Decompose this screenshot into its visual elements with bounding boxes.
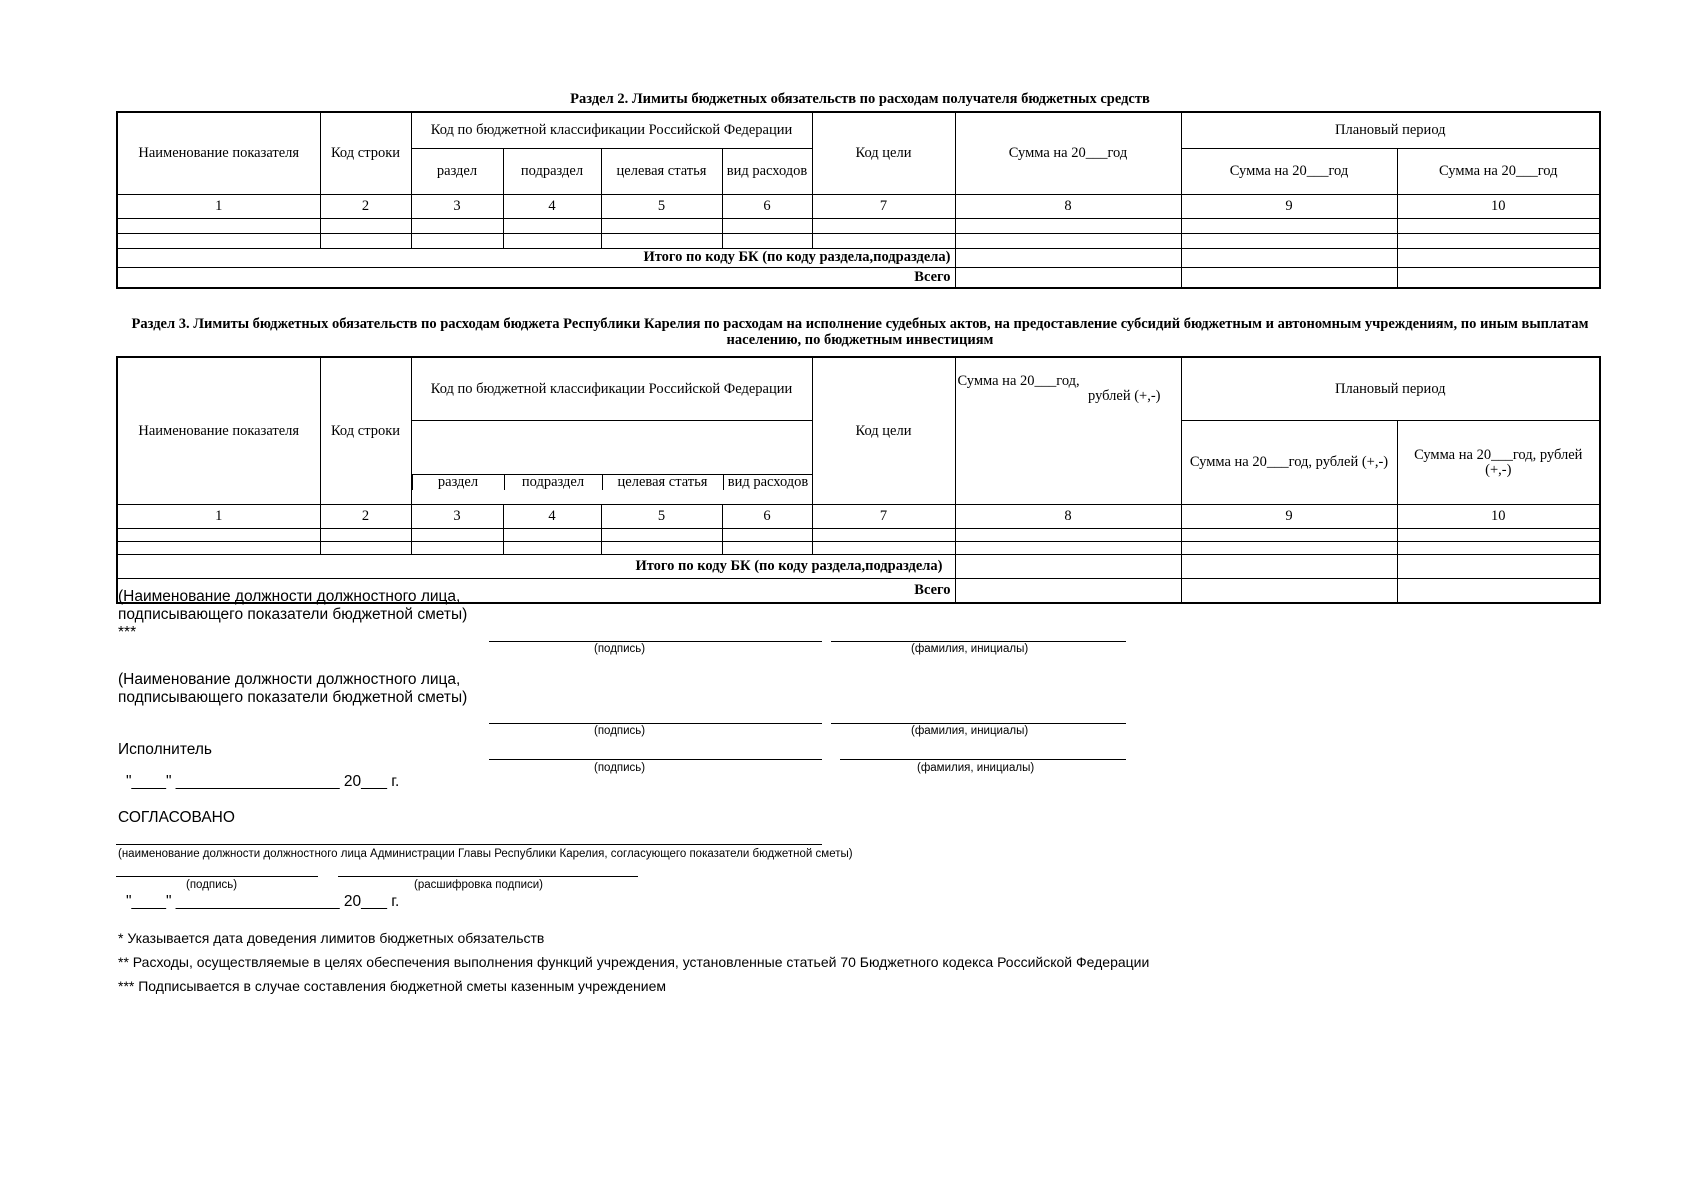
section2-table xyxy=(116,111,1601,289)
header-row-code: Код строки xyxy=(320,112,411,194)
footnote-2: ** Расходы, осуществляемые в целях обеспечения выполнения функций учреждения, установленные статьей 70 Бюджетного кодекса Российской Федерации xyxy=(118,954,1150,970)
header-sum3: Сумма на 20___год xyxy=(1397,148,1600,194)
col-num: 6 xyxy=(722,505,812,529)
podpis-caption: (подпись) xyxy=(594,725,646,737)
podpis-caption: (подпись) xyxy=(594,762,646,774)
name-line xyxy=(831,641,1126,642)
header-celevaya: целевая статья xyxy=(602,474,723,490)
col-num: 8 xyxy=(955,505,1181,529)
total-bk-row xyxy=(117,555,1600,579)
col-num: 3 xyxy=(411,505,503,529)
fio-caption: (фамилия, инициалы) xyxy=(917,762,1035,774)
header-sum3: Сумма на 20___год, рублей (+,-) xyxy=(1397,421,1600,505)
bk-subheader xyxy=(412,435,813,490)
footnote-3: *** Подписывается в случае составления бюджетной сметы казенным учреждением xyxy=(118,978,667,994)
col-num: 7 xyxy=(812,194,955,218)
col-num: 5 xyxy=(601,194,722,218)
agreed-caption: (наименование должности должностного лица Администрации Главы Республики Карелия, согласующего показатели бюджетной сметы) xyxy=(118,848,853,860)
name-line xyxy=(831,723,1126,724)
executor-label: Исполнитель xyxy=(118,741,212,758)
col-num: 5 xyxy=(601,505,722,529)
signature-line xyxy=(489,641,822,642)
header-podrazdel: подраздел xyxy=(504,474,602,490)
header-sum2: Сумма на 20___год xyxy=(1181,148,1397,194)
rasshifrovka-line xyxy=(338,876,638,877)
header-row-code: Код строки xyxy=(320,357,411,505)
numbers-row xyxy=(117,505,1600,529)
header-name: Наименование показателя xyxy=(117,112,320,194)
col-num: 2 xyxy=(320,505,411,529)
agreed-label: СОГЛАСОВАНО xyxy=(118,809,235,826)
signature-line xyxy=(489,723,822,724)
header-sum xyxy=(955,357,1181,505)
podpis-caption: (подпись) xyxy=(186,879,238,891)
date-line-2: "____" ___________________ 20___ г. xyxy=(126,893,400,910)
total-all-label: Всего xyxy=(117,579,955,603)
fio-caption: (фамилия, инициалы) xyxy=(911,725,1029,737)
section3-table xyxy=(116,356,1601,604)
podpis-caption: (подпись) xyxy=(594,643,646,655)
total-all-label: Всего xyxy=(117,267,955,288)
bk-subheader-container xyxy=(411,421,812,505)
header-plan: Плановый период xyxy=(1181,357,1600,421)
header-goal: Код цели xyxy=(812,357,955,505)
col-num: 7 xyxy=(812,505,955,529)
col-num: 4 xyxy=(503,505,601,529)
official2-label: (Наименование должности должностного лица, подписывающего показатели бюджетной сметы) xyxy=(118,671,468,706)
total-all-row xyxy=(117,267,1600,288)
col-num: 10 xyxy=(1397,194,1600,218)
rasshifrovka-caption: (расшифровка подписи) xyxy=(414,879,543,891)
header-vid: вид расходов xyxy=(723,474,812,490)
header-sum-line1: Сумма на 20___год, xyxy=(957,373,1080,389)
footnote-1: * Указывается дата доведения лимитов бюджетных обязательств xyxy=(118,930,545,946)
col-num: 4 xyxy=(503,194,601,218)
header-plan: Плановый период xyxy=(1181,112,1600,148)
header-sum-line2: рублей (+,-) xyxy=(1088,388,1161,404)
col-num: 9 xyxy=(1181,505,1397,529)
col-num: 3 xyxy=(411,194,503,218)
agreed-position-line xyxy=(116,844,822,845)
header-bk-group: Код по бюджетной классификации Российской Федерации xyxy=(411,112,812,148)
header-vid: вид расходов xyxy=(722,148,812,194)
official1-label: (Наименование должности должностного лица, подписывающего показатели бюджетной сметы) *** xyxy=(118,588,468,641)
col-num: 8 xyxy=(955,194,1181,218)
date-line: "____" ___________________ 20___ г. xyxy=(126,773,400,790)
header-name: Наименование показателя xyxy=(117,357,320,505)
header-sum: Сумма на 20___год xyxy=(955,112,1181,194)
table-row xyxy=(117,542,1600,555)
col-num: 6 xyxy=(722,194,812,218)
col-num: 10 xyxy=(1397,505,1600,529)
header-celevaya: целевая статья xyxy=(601,148,722,194)
header-goal: Код цели xyxy=(812,112,955,194)
total-bk-label: Итого по коду БК (по коду раздела,подраздела) xyxy=(117,555,955,579)
section2-title: Раздел 2. Лимиты бюджетных обязательств по расходам получателя бюджетных средств xyxy=(570,91,1150,107)
section3-title: Раздел 3. Лимиты бюджетных обязательств по расходам бюджета Республики Карелия по расходам на исполнение судебных актов, на предоставление субсидий бюджетным и автономным учреждениям, по иным выплатам населению, по бюджетным инвестициям xyxy=(131,316,1589,348)
numbers-row xyxy=(117,194,1600,218)
header-podrazdel: подраздел xyxy=(503,148,601,194)
signature-line xyxy=(116,876,318,877)
col-num: 1 xyxy=(117,194,320,218)
col-num: 1 xyxy=(117,505,320,529)
header-bk-group: Код по бюджетной классификации Российской Федерации xyxy=(411,357,812,421)
table-row xyxy=(117,218,1600,233)
header-sum2: Сумма на 20___год, рублей (+,-) xyxy=(1181,421,1397,505)
fio-caption: (фамилия, инициалы) xyxy=(911,643,1029,655)
name-line xyxy=(840,759,1126,760)
header-razdel: раздел xyxy=(411,148,503,194)
total-bk-label: Итого по коду БК (по коду раздела,подраздела) xyxy=(117,248,955,267)
signature-line xyxy=(489,759,822,760)
table-row xyxy=(117,529,1600,542)
col-num: 9 xyxy=(1181,194,1397,218)
total-bk-row xyxy=(117,248,1600,267)
table-row xyxy=(117,233,1600,248)
col-num: 2 xyxy=(320,194,411,218)
header-razdel: раздел xyxy=(412,474,504,490)
